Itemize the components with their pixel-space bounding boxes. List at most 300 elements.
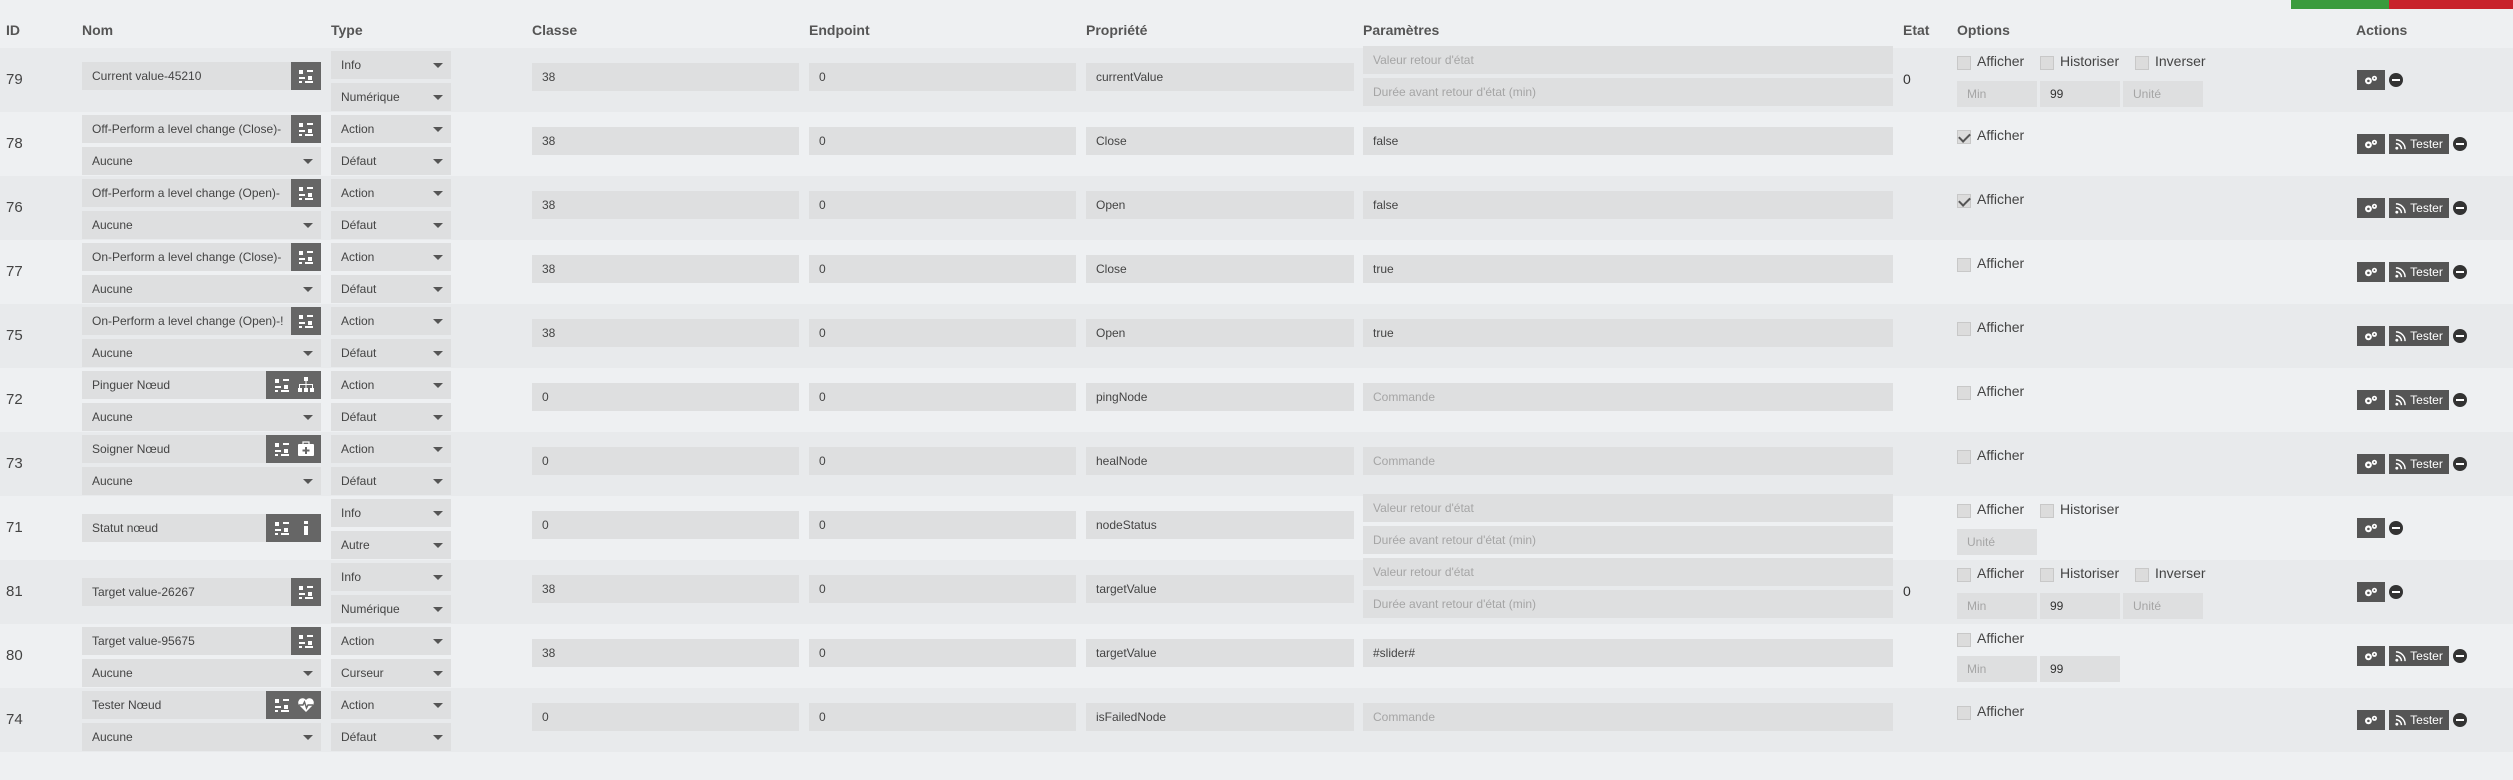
configure-name-button[interactable] (291, 62, 321, 90)
chevron-down-icon (303, 671, 313, 676)
value-select-label: Aucune (92, 218, 133, 232)
sliders-icon (297, 184, 315, 202)
subtype-select-label: Numérique (341, 90, 400, 104)
gears-icon (2363, 586, 2379, 598)
parametres-input[interactable]: #slider# (1363, 639, 1893, 667)
chevron-down-icon (303, 735, 313, 740)
classe-input[interactable]: 0 (532, 703, 799, 731)
value-select[interactable] (82, 339, 321, 367)
advanced-config-button[interactable] (2357, 134, 2385, 154)
rss-icon (2395, 651, 2410, 662)
classe-input[interactable]: 38 (532, 575, 799, 603)
afficher-checkbox[interactable] (1957, 386, 1971, 400)
classe-input[interactable]: 0 (532, 383, 799, 411)
chevron-down-icon (303, 287, 313, 292)
advanced-config-button[interactable] (2357, 518, 2385, 538)
remove-icon[interactable] (2453, 137, 2467, 151)
endpoint-input[interactable]: 0 (809, 127, 1076, 155)
gears-icon (2363, 202, 2379, 214)
header-endpoint: Endpoint (809, 22, 870, 38)
endpoint-input[interactable]: 0 (809, 511, 1076, 539)
gears-icon (2363, 330, 2379, 342)
medkit-icon (297, 440, 315, 458)
tester-label: Tester (2410, 265, 2443, 279)
afficher-checkbox[interactable] (1957, 194, 1971, 208)
valeur-retour-input[interactable]: Valeur retour d'état (1363, 46, 1893, 74)
value-select-label: Aucune (92, 666, 133, 680)
max-input[interactable]: 99 (2040, 81, 2120, 107)
afficher-label: Afficher (1977, 703, 2025, 719)
name-input[interactable]: Off-Perform a level change (Close)- (82, 115, 291, 143)
rss-icon (2395, 459, 2410, 470)
chevron-down-icon (433, 607, 443, 612)
inverser-label: Inverser (2155, 565, 2206, 581)
type-select-label: Action (341, 378, 375, 392)
row-id: 79 (6, 71, 23, 88)
parametres-input[interactable]: false (1363, 127, 1893, 155)
tester-button[interactable] (2389, 454, 2449, 474)
row-id: 75 (6, 327, 23, 344)
remove-icon[interactable] (2453, 201, 2467, 215)
sliders-icon (273, 696, 291, 714)
chevron-down-icon (433, 63, 443, 68)
afficher-checkbox[interactable] (1957, 130, 1971, 144)
row-id: 72 (6, 391, 23, 408)
gears-icon (2363, 394, 2379, 406)
row-id: 76 (6, 199, 23, 216)
row-id: 78 (6, 135, 23, 152)
tester-button[interactable] (2389, 646, 2449, 666)
table-row (0, 240, 2513, 304)
value-select-label: Aucune (92, 410, 133, 424)
header-type: Type (331, 22, 363, 38)
configure-name-button[interactable] (291, 627, 321, 655)
table-row (0, 176, 2513, 240)
afficher-checkbox[interactable] (1957, 56, 1971, 70)
subtype-select-label: Défaut (341, 154, 377, 168)
propriete-input[interactable]: pingNode (1086, 383, 1354, 411)
header-parametres: Paramètres (1363, 22, 1440, 38)
advanced-config-button[interactable] (2357, 582, 2385, 602)
value-select[interactable] (82, 275, 321, 303)
advanced-config-button[interactable] (2357, 710, 2385, 730)
table-header (0, 0, 2513, 48)
afficher-label: Afficher (1977, 383, 2025, 399)
table-row (0, 496, 2513, 560)
type-select[interactable] (331, 563, 451, 591)
subtype-select[interactable] (331, 275, 451, 303)
advanced-config-button[interactable] (2357, 198, 2385, 218)
parametres-input[interactable]: true (1363, 319, 1893, 347)
propriete-input[interactable]: Open (1086, 319, 1354, 347)
commande-input[interactable]: Commande (1363, 383, 1893, 411)
table-row (0, 304, 2513, 368)
chevron-down-icon (433, 703, 443, 708)
configure-name-button[interactable] (291, 578, 321, 606)
name-input[interactable]: Target value-95675 (82, 627, 291, 655)
name-input[interactable]: Target value-26267 (82, 578, 291, 606)
sliders-icon (297, 120, 315, 138)
row-id: 77 (6, 263, 23, 280)
chevron-down-icon (433, 383, 443, 388)
historiser-label: Historiser (2060, 565, 2120, 581)
propriete-input[interactable]: Open (1086, 191, 1354, 219)
chevron-down-icon (433, 95, 443, 100)
row-id: 73 (6, 455, 23, 472)
subtype-select[interactable] (331, 531, 451, 559)
table-row (0, 624, 2513, 688)
chevron-down-icon (433, 319, 443, 324)
chevron-down-icon (433, 735, 443, 740)
valeur-retour-input[interactable]: Valeur retour d'état (1363, 558, 1893, 586)
min-input[interactable]: Min (1957, 81, 2037, 107)
row-id: 80 (6, 647, 23, 664)
sliders-icon (297, 583, 315, 601)
chevron-down-icon (303, 415, 313, 420)
header-propriete: Propriété (1086, 22, 1148, 38)
tester-label: Tester (2410, 329, 2443, 343)
endpoint-input[interactable]: 0 (809, 383, 1076, 411)
propriete-input[interactable]: healNode (1086, 447, 1354, 475)
name-input[interactable]: Tester Nœud (82, 691, 266, 719)
advanced-config-button[interactable] (2357, 262, 2385, 282)
type-select[interactable] (331, 691, 451, 719)
propriete-input[interactable]: targetValue (1086, 639, 1354, 667)
name-input[interactable]: Soigner Nœud (82, 435, 266, 463)
type-select[interactable] (331, 179, 451, 207)
name-input[interactable]: Off-Perform a level change (Open)- (82, 179, 291, 207)
propriete-input[interactable]: targetValue (1086, 575, 1354, 603)
chevron-down-icon (433, 543, 443, 548)
afficher-checkbox[interactable] (1957, 568, 1971, 582)
type-select[interactable] (331, 307, 451, 335)
subtype-select[interactable] (331, 723, 451, 751)
historiser-checkbox[interactable] (2040, 504, 2054, 518)
subtype-select[interactable] (331, 595, 451, 623)
chevron-down-icon (433, 191, 443, 196)
subtype-select-label: Numérique (341, 602, 400, 616)
historiser-label: Historiser (2060, 501, 2120, 517)
sliders-icon (273, 376, 291, 394)
type-select[interactable] (331, 243, 451, 271)
chevron-down-icon (433, 159, 443, 164)
advanced-config-button[interactable] (2357, 454, 2385, 474)
chevron-down-icon (303, 159, 313, 164)
afficher-label: Afficher (1977, 319, 2025, 335)
subtype-select-label: Défaut (341, 218, 377, 232)
afficher-checkbox[interactable] (1957, 504, 1971, 518)
value-select[interactable] (82, 467, 321, 495)
duree-retour-input[interactable]: Durée avant retour d'état (min) (1363, 78, 1893, 106)
endpoint-input[interactable]: 0 (809, 191, 1076, 219)
endpoint-input[interactable]: 0 (809, 63, 1076, 91)
classe-input[interactable]: 38 (532, 639, 799, 667)
gears-icon (2363, 266, 2379, 278)
type-select[interactable] (331, 627, 451, 655)
remove-icon[interactable] (2453, 713, 2467, 727)
gears-icon (2363, 138, 2379, 150)
remove-icon[interactable] (2453, 393, 2467, 407)
afficher-label: Afficher (1977, 565, 2025, 581)
afficher-label: Afficher (1977, 53, 2025, 69)
name-input[interactable]: Pinguer Nœud (82, 371, 266, 399)
afficher-label: Afficher (1977, 447, 2025, 463)
endpoint-input[interactable]: 0 (809, 639, 1076, 667)
chevron-down-icon (433, 479, 443, 484)
afficher-checkbox[interactable] (1957, 706, 1971, 720)
tester-button[interactable] (2389, 710, 2449, 730)
header-classe: Classe (532, 22, 578, 38)
advanced-config-button[interactable] (2357, 70, 2385, 90)
chevron-down-icon (433, 671, 443, 676)
chevron-down-icon (303, 223, 313, 228)
duree-retour-input[interactable]: Durée avant retour d'état (min) (1363, 590, 1893, 618)
type-select[interactable] (331, 115, 451, 143)
type-select[interactable] (331, 435, 451, 463)
type-select-label: Info (341, 570, 362, 584)
afficher-checkbox[interactable] (1957, 633, 1971, 647)
configure-name-button[interactable] (266, 514, 321, 542)
subtype-select[interactable] (331, 403, 451, 431)
advanced-config-button[interactable] (2357, 326, 2385, 346)
max-input[interactable]: 99 (2040, 593, 2120, 619)
table-row (0, 48, 2513, 112)
afficher-label: Afficher (1977, 191, 2025, 207)
tester-button[interactable] (2389, 134, 2449, 154)
name-input[interactable]: On-Perform a level change (Open)-! (82, 307, 291, 335)
type-select-label: Info (341, 58, 362, 72)
configure-name-button[interactable] (291, 115, 321, 143)
value-select-label: Aucune (92, 282, 133, 296)
header-id: ID (6, 22, 20, 38)
unite-input[interactable]: Unité (1957, 529, 2037, 555)
configure-name-button[interactable] (291, 243, 321, 271)
sliders-icon (297, 67, 315, 85)
historiser-checkbox[interactable] (2040, 568, 2054, 582)
propriete-input[interactable]: Close (1086, 255, 1354, 283)
table-row (0, 368, 2513, 432)
tester-button[interactable] (2389, 326, 2449, 346)
chevron-down-icon (433, 511, 443, 516)
remove-icon[interactable] (2389, 585, 2403, 599)
historiser-checkbox[interactable] (2040, 56, 2054, 70)
header-options: Options (1957, 22, 2010, 38)
value-select[interactable] (82, 147, 321, 175)
value-select[interactable] (82, 211, 321, 239)
value-select[interactable] (82, 403, 321, 431)
table-row (0, 432, 2513, 496)
min-input[interactable]: Min (1957, 593, 2037, 619)
row-id: 74 (6, 711, 23, 728)
unite-input[interactable]: Unité (2123, 593, 2203, 619)
table-row (0, 112, 2513, 176)
configure-name-button[interactable] (266, 371, 321, 399)
subtype-select[interactable] (331, 659, 451, 687)
subtype-select-label: Curseur (341, 666, 384, 680)
subtype-select[interactable] (331, 339, 451, 367)
commande-input[interactable]: Commande (1363, 703, 1893, 731)
type-select[interactable] (331, 499, 451, 527)
rss-icon (2395, 331, 2410, 342)
tester-button[interactable] (2389, 390, 2449, 410)
chevron-down-icon (433, 287, 443, 292)
gears-icon (2363, 522, 2379, 534)
afficher-checkbox[interactable] (1957, 450, 1971, 464)
remove-icon[interactable] (2389, 521, 2403, 535)
info-icon (297, 519, 315, 537)
sliders-icon (297, 312, 315, 330)
endpoint-input[interactable]: 0 (809, 255, 1076, 283)
classe-input[interactable]: 38 (532, 255, 799, 283)
tester-label: Tester (2410, 649, 2443, 663)
etat-value: 0 (1903, 583, 1911, 599)
chevron-down-icon (433, 223, 443, 228)
min-input[interactable]: Min (1957, 656, 2037, 682)
chevron-down-icon (433, 127, 443, 132)
subtype-select[interactable] (331, 147, 451, 175)
value-select-label: Aucune (92, 474, 133, 488)
max-input[interactable]: 99 (2040, 656, 2120, 682)
chevron-down-icon (433, 447, 443, 452)
unite-input[interactable]: Unité (2123, 81, 2203, 107)
tester-button[interactable] (2389, 198, 2449, 218)
type-select-label: Action (341, 634, 375, 648)
type-select-label: Info (341, 506, 362, 520)
sliders-icon (273, 519, 291, 537)
valeur-retour-input[interactable]: Valeur retour d'état (1363, 494, 1893, 522)
remove-icon[interactable] (2453, 457, 2467, 471)
remove-icon[interactable] (2453, 649, 2467, 663)
afficher-label: Afficher (1977, 127, 2025, 143)
chevron-down-icon (303, 351, 313, 356)
afficher-label: Afficher (1977, 501, 2025, 517)
commande-input[interactable]: Commande (1363, 447, 1893, 475)
remove-icon[interactable] (2389, 73, 2403, 87)
tester-label: Tester (2410, 201, 2443, 215)
row-id: 81 (6, 583, 23, 600)
endpoint-input[interactable]: 0 (809, 319, 1076, 347)
chevron-down-icon (433, 351, 443, 356)
classe-input[interactable]: 38 (532, 127, 799, 155)
propriete-input[interactable]: Close (1086, 127, 1354, 155)
subtype-select-label: Défaut (341, 730, 377, 744)
propriete-input[interactable]: nodeStatus (1086, 511, 1354, 539)
header-actions: Actions (2356, 22, 2408, 38)
remove-icon[interactable] (2453, 329, 2467, 343)
inverser-checkbox[interactable] (2135, 568, 2149, 582)
subtype-select-label: Défaut (341, 474, 377, 488)
afficher-label: Afficher (1977, 630, 2025, 646)
gears-icon (2363, 74, 2379, 86)
subtype-select-label: Défaut (341, 346, 377, 360)
subtype-select[interactable] (331, 467, 451, 495)
type-select[interactable] (331, 51, 451, 79)
gears-icon (2363, 458, 2379, 470)
configure-name-button[interactable] (266, 435, 321, 463)
tester-label: Tester (2410, 713, 2443, 727)
type-select-label: Action (341, 314, 375, 328)
value-select-label: Aucune (92, 154, 133, 168)
sitemap-icon (297, 376, 315, 394)
header-etat: Etat (1903, 22, 1930, 38)
endpoint-input[interactable]: 0 (809, 703, 1076, 731)
afficher-checkbox[interactable] (1957, 322, 1971, 336)
configure-name-button[interactable] (266, 691, 321, 719)
parametres-input[interactable]: false (1363, 191, 1893, 219)
duree-retour-input[interactable]: Durée avant retour d'état (min) (1363, 526, 1893, 554)
historiser-label: Historiser (2060, 53, 2120, 69)
classe-input[interactable]: 0 (532, 447, 799, 475)
sliders-icon (297, 248, 315, 266)
value-select-label: Aucune (92, 346, 133, 360)
remove-icon[interactable] (2453, 265, 2467, 279)
subtype-select-label: Défaut (341, 282, 377, 296)
chevron-down-icon (303, 479, 313, 484)
gears-icon (2363, 650, 2379, 662)
subtype-select[interactable] (331, 211, 451, 239)
row-id: 71 (6, 519, 23, 536)
configure-name-button[interactable] (291, 307, 321, 335)
classe-input[interactable]: 38 (532, 319, 799, 347)
advanced-config-button[interactable] (2357, 646, 2385, 666)
subtype-select-label: Autre (341, 538, 370, 552)
configure-name-button[interactable] (291, 179, 321, 207)
inverser-label: Inverser (2155, 53, 2206, 69)
type-select-label: Action (341, 698, 375, 712)
rss-icon (2395, 139, 2410, 150)
type-select-label: Action (341, 250, 375, 264)
chevron-down-icon (433, 415, 443, 420)
sliders-icon (273, 440, 291, 458)
endpoint-input[interactable]: 0 (809, 575, 1076, 603)
classe-input[interactable]: 38 (532, 63, 799, 91)
heartbeat-icon (297, 696, 315, 714)
name-input[interactable]: On-Perform a level change (Close)- (82, 243, 291, 271)
afficher-label: Afficher (1977, 255, 2025, 271)
endpoint-input[interactable]: 0 (809, 447, 1076, 475)
type-select-label: Action (341, 122, 375, 136)
chevron-down-icon (433, 255, 443, 260)
propriete-input[interactable]: currentValue (1086, 63, 1354, 91)
tester-label: Tester (2410, 137, 2443, 151)
advanced-config-button[interactable] (2357, 390, 2385, 410)
chevron-down-icon (433, 575, 443, 580)
type-select[interactable] (331, 371, 451, 399)
value-select-label: Aucune (92, 730, 133, 744)
subtype-select[interactable] (331, 83, 451, 111)
name-input[interactable]: Current value-45210 (82, 62, 291, 90)
value-select[interactable] (82, 723, 321, 751)
classe-input[interactable]: 0 (532, 511, 799, 539)
type-select-label: Action (341, 186, 375, 200)
classe-input[interactable]: 38 (532, 191, 799, 219)
afficher-checkbox[interactable] (1957, 258, 1971, 272)
parametres-input[interactable]: true (1363, 255, 1893, 283)
table-row (0, 688, 2513, 752)
propriete-input[interactable]: isFailedNode (1086, 703, 1354, 731)
inverser-checkbox[interactable] (2135, 56, 2149, 70)
table-row (0, 560, 2513, 624)
header-nom: Nom (82, 22, 114, 38)
sliders-icon (297, 632, 315, 650)
rss-icon (2395, 395, 2410, 406)
value-select[interactable] (82, 659, 321, 687)
etat-value: 0 (1903, 71, 1911, 87)
tester-label: Tester (2410, 393, 2443, 407)
tester-button[interactable] (2389, 262, 2449, 282)
name-input[interactable]: Statut nœud (82, 514, 266, 542)
gears-icon (2363, 714, 2379, 726)
